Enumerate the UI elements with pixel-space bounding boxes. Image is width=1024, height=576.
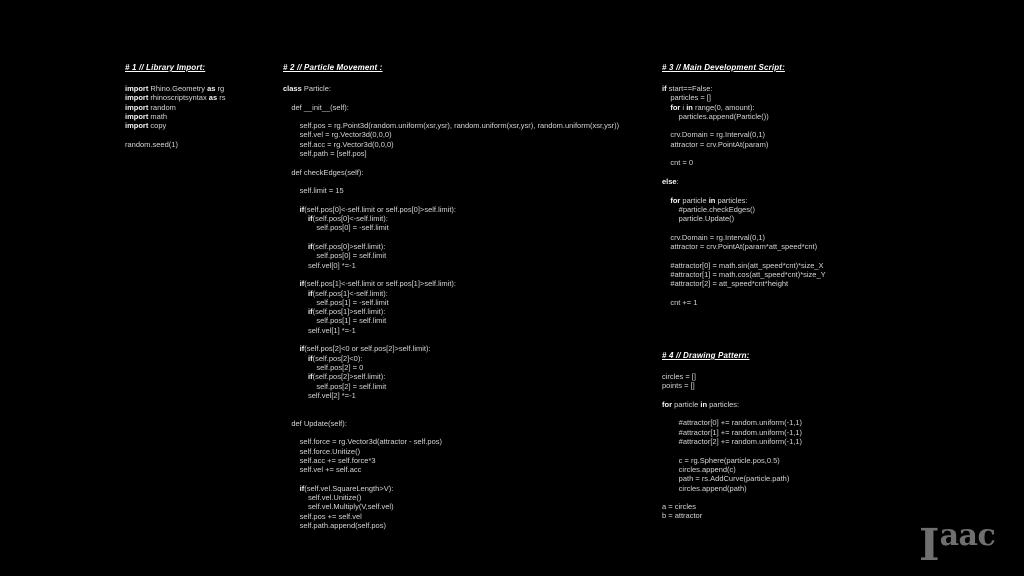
- code-line: self.pos[0] = -self.limit: [283, 223, 389, 233]
- code-line: if(self.pos[2]>self.limit):: [308, 372, 386, 382]
- heading-drawing-pattern: # 4 // Drawing Pattern:: [662, 351, 750, 360]
- code-line: self.vel = rg.Vector3d(0,0,0): [283, 130, 392, 140]
- code-line: if(self.pos[1]<-self.limit):: [308, 288, 388, 298]
- code-line: import copy: [125, 121, 167, 131]
- code-line: self.acc = rg.Vector3d(0,0,0): [283, 139, 394, 149]
- code-line: import math: [125, 111, 168, 121]
- code-line: for particle in particles:: [670, 195, 748, 205]
- iaac-logo-letters-aac: aac: [939, 518, 996, 553]
- code-line: b = attractor: [662, 511, 703, 521]
- code-line: self.limit = 15: [283, 186, 344, 196]
- code-line: path = rs.AddCurve(particle.path): [662, 474, 790, 484]
- code-line: self.pos[2] = self.limit: [283, 381, 387, 391]
- code-line: particles = []: [662, 93, 711, 103]
- code-line: #attractor[2] = att_speed*cnt*height: [662, 279, 789, 289]
- code-line: self.force = rg.Vector3d(attractor - self.pos): [283, 437, 443, 447]
- code-line: #attractor[0] = math.sin(att_speed*cnt)*size_X: [662, 260, 824, 270]
- heading-library-import: # 1 // Library Import:: [125, 63, 206, 72]
- code-line: attractor = crv.PointAt(param): [662, 139, 769, 149]
- code-line: self.path = [self.pos]: [283, 149, 367, 159]
- code-line: c = rg.Sphere(particle.pos,0.5): [662, 455, 780, 465]
- code-line: if(self.pos[1]<-self.limit or self.pos[1]>self.limit):: [299, 279, 456, 289]
- code-line: random.seed(1): [125, 139, 178, 149]
- code-line: self.path.append(self.pos): [283, 520, 386, 530]
- code-line: #attractor[0] += random.uniform(-1,1): [662, 418, 803, 428]
- code-line: self.pos[0] = self.limit: [283, 251, 387, 261]
- code-line: cnt = 0: [662, 158, 694, 168]
- code-line: else:: [662, 176, 679, 186]
- code-line: for i in range(0, amount):: [670, 102, 755, 112]
- code-line: if(self.pos[0]<-self.limit or self.pos[0]>self.limit):: [299, 204, 456, 214]
- code-line: def __init__(self):: [283, 102, 349, 112]
- code-line: circles.append(path): [662, 483, 747, 493]
- code-line: import rhinoscriptsyntax as rs: [125, 93, 226, 103]
- code-line: self.vel.Unitize(): [283, 493, 362, 503]
- code-line: for particle in particles:: [662, 399, 740, 409]
- code-line: import Rhino.Geometry as rg: [125, 84, 225, 93]
- code-line: self.vel.Multiply(V,self.vel): [283, 502, 394, 512]
- code-library-import: [125, 84, 225, 149]
- code-line: if(self.vel.SquareLength>V):: [299, 483, 394, 493]
- heading-main-development-script: # 3 // Main Development Script:: [662, 63, 785, 72]
- code-line: if(self.pos[1]>self.limit):: [308, 307, 386, 317]
- code-line: particles.append(Particle()): [662, 111, 769, 121]
- code-line: self.vel[2] *=-1: [283, 390, 356, 400]
- code-line: a = circles: [662, 502, 696, 512]
- code-line: def checkEdges(self):: [283, 167, 364, 177]
- code-line: class Particle:: [283, 84, 331, 93]
- section-particle-movement: [283, 63, 619, 530]
- code-line: self.pos[2] = 0: [283, 362, 364, 372]
- code-line: if(self.pos[2]<0):: [308, 353, 363, 363]
- code-line: circles = []: [662, 372, 696, 381]
- section-main-development-script: [662, 63, 826, 307]
- code-line: import random: [125, 102, 176, 112]
- code-line: if start==False:: [662, 84, 713, 93]
- section-library-import: [125, 63, 225, 149]
- section-drawing-pattern: [662, 351, 802, 521]
- code-line: #attractor[1] = math.cos(att_speed*cnt)*size_Y: [662, 269, 826, 279]
- iaac-logo-letter-i: I: [919, 520, 940, 571]
- code-line: self.vel += self.acc: [283, 465, 362, 475]
- code-line: if(self.pos[0]>self.limit):: [308, 242, 386, 252]
- code-line: cnt += 1: [662, 297, 698, 307]
- code-line: if(self.pos[2]<0 or self.pos[2]>self.limit):: [299, 344, 431, 354]
- code-line: self.acc += self.force*3: [283, 455, 376, 465]
- code-line: #attractor[1] += random.uniform(-1,1): [662, 427, 803, 437]
- heading-particle-movement: # 2 // Particle Movement :: [283, 63, 383, 72]
- code-drawing-pattern: [662, 372, 802, 521]
- code-line: #attractor[2] += random.uniform(-1,1): [662, 437, 803, 447]
- code-line: self.vel[0] *=-1: [283, 260, 356, 270]
- code-line: particle.Update(): [662, 214, 735, 224]
- code-line: points = []: [662, 381, 695, 391]
- code-line: self.vel[1] *=-1: [283, 325, 356, 335]
- code-line: self.pos[1] = self.limit: [283, 316, 387, 326]
- code-line: crv.Domain = rg.Interval(0,1): [662, 232, 766, 242]
- code-line: #particle.checkEdges(): [662, 204, 755, 214]
- code-line: def Update(self):: [283, 418, 347, 428]
- code-line: self.force.Unitize(): [283, 446, 361, 456]
- code-line: attractor = crv.PointAt(param*att_speed*cnt): [662, 242, 818, 252]
- code-main-development-script: [662, 84, 826, 307]
- code-line: crv.Domain = rg.Interval(0,1): [662, 130, 766, 140]
- code-line: self.pos += self.vel: [283, 511, 362, 521]
- code-particle-movement: [283, 84, 619, 530]
- code-line: self.pos = rg.Point3d(random.uniform(xsr,ysr), random.uniform(xsr,ysr), random.uniform(xsr,ysr)): [283, 121, 620, 131]
- code-line: circles.append(c): [662, 464, 736, 474]
- iaac-logo: [919, 518, 996, 571]
- code-line: if(self.pos[0]<-self.limit):: [308, 214, 388, 224]
- code-line: self.pos[1] = -self.limit: [283, 297, 389, 307]
